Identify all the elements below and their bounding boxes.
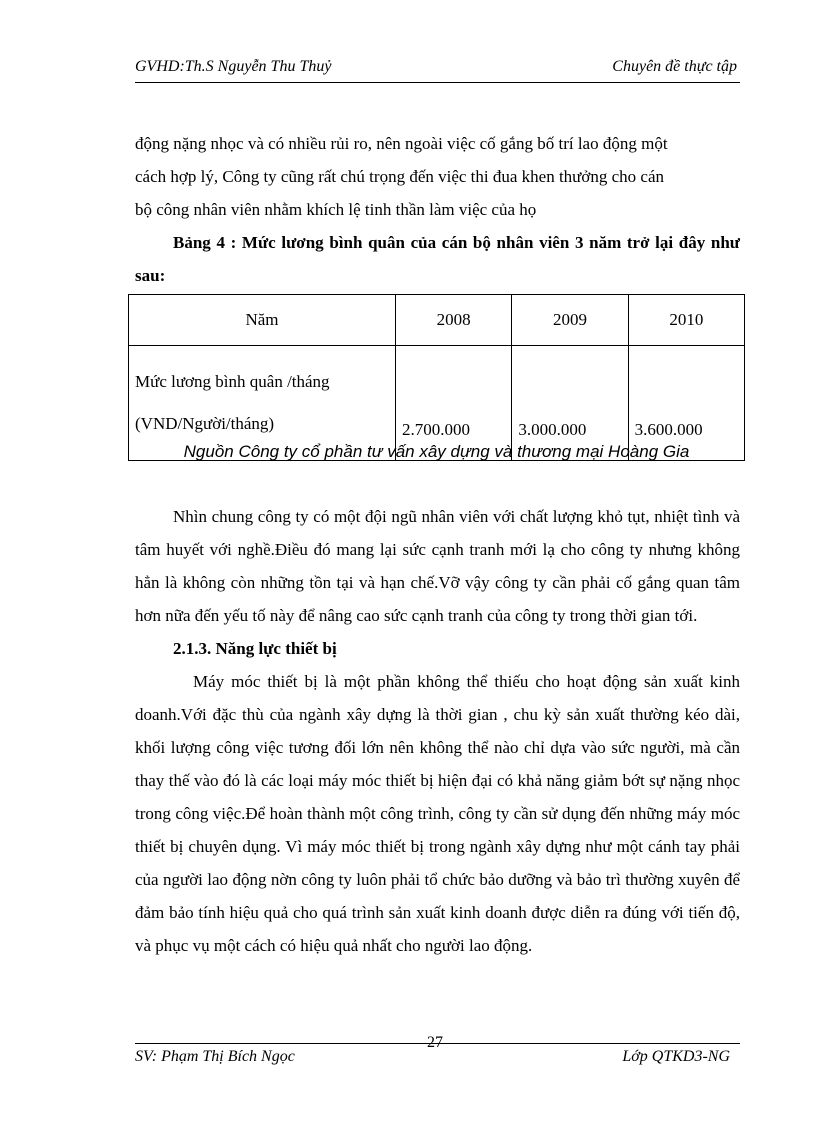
intro-line-1: động nặng nhọc và có nhiều rủi ro, nên ngoài việc cố gắng bố trí lao động một [135,134,668,153]
page-number: 27 [427,1034,443,1051]
paragraph-staff-quality: Nhìn chung công ty có một đội ngũ nhân viên với chất lượng khỏ tụt, nhiệt tình và tâm huyết với nghề.Điều đó mang lại sức cạnh tranh mới lạ cho công ty nhưng không hẳn là không còn những tồn tại và hạn chế.Vỡ vậy công ty cần phải cố gắng quan tâm hơn nữa đến yếu tố này để nâng cao sức cạnh tranh của công ty trong thời gian tới. [135,507,740,625]
value-2008: 2.700.000 [396,346,512,461]
table-title: Bảng 4 : Mức lương bình quân của cán bộ nhân viên 3 năm trở lại đây như sau: [135,233,740,285]
section-heading: 2.1.3. Năng lực thiết bị [173,639,337,658]
header-doc-type: Chuyên đề thực tập [612,58,737,75]
footer-student: SV: Phạm Thị Bích Ngọc [135,1048,295,1065]
salary-table [128,294,745,461]
header-2010: 2010 [628,295,744,346]
page-header [135,56,740,83]
value-2010: 3.600.000 [628,346,744,461]
footer-class: Lớp QTKD3-NG [622,1048,730,1065]
header-2009: 2009 [512,295,628,346]
intro-line-2: cách hợp lý, Công ty cũng rất chú trọng đến việc thi đua khen thưởng cho cán [135,167,665,186]
paragraph-equipment: Máy móc thiết bị là một phần không thể thiếu cho hoạt động sản xuất kinh doanh.Với đặc thù của ngành xây dựng là thời gian , chu kỳ sản xuất thường kéo dài, khối lượng công việc tương đối lớn nên không thể nào chỉ dựa vào sức người, mà cần thay thế vào đó là các loại máy móc thiết bị hiện đại có khả năng giảm bớt sự nặng nhọc trong công việc.Để hoàn thành một công trình, công ty cần sử dụng đến những máy móc thiết bị chuyên dụng. Vì máy móc thiết bị trong ngành xây dựng như một cánh tay phải của người lao động nờn công ty luôn phải tổ chức bảo dưỡng và bảo trì thường xuyên để đảm bảo tính hiệu quả cho quá trình sản xuất kinh doanh được diễn ra đúng với tiến độ, và phục vụ một cách có hiệu quả nhất cho người lao động. [135,672,740,955]
header-instructor: GVHD:Th.S Nguyễn Thu Thuỷ [135,58,332,75]
header-2008: 2008 [396,295,512,346]
row-label-line-2: (VND/Người/tháng) [135,414,275,433]
table-header-row [129,295,745,346]
table-source: Nguồn Công ty cổ phần tư vấn xây dựng và thương mại Hoàng Gia [183,442,690,461]
row-label-line-1: Mức lương bình quân /tháng [135,372,330,391]
main-text [135,500,740,962]
intro-paragraph [135,127,740,292]
intro-line-3: bộ công nhân viên nhằm khích lệ tinh thần làm việc của họ [135,200,537,219]
header-year: Năm [129,295,396,346]
page-footer [135,1034,740,1074]
value-2009: 3.000.000 [512,346,628,461]
